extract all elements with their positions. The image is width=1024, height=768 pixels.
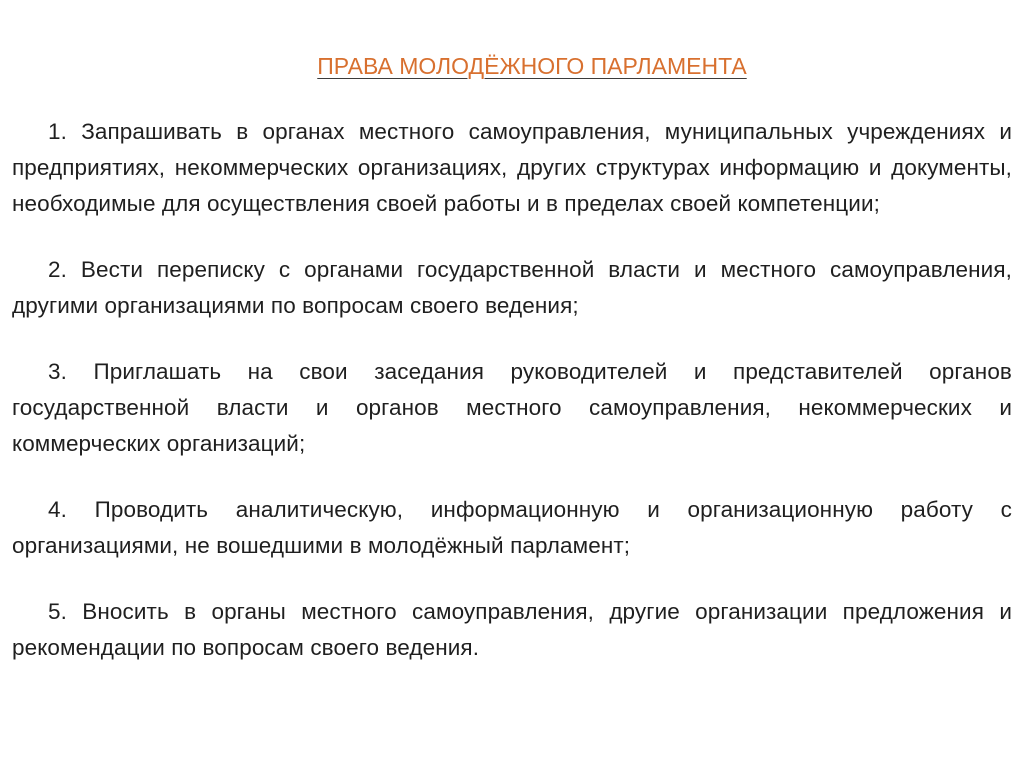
rights-item-4: 4. Проводить аналитическую, информационную и организационную работу с организациями, не вошедшими в молодёжный парламент; [12,497,1012,558]
rights-list [12,114,1012,666]
rights-item-3: 3. Приглашать на свои заседания руководителей и представителей органов государственной власти и органов местного самоуправления, некоммерческих и коммерческих организаций; [12,359,1012,456]
rights-item-1: 1. Запрашивать в органах местного самоуправления, муниципальных учреждениях и предприятиях, некоммерческих организациях, других структурах информацию и документы, необходимые для осуществления своей работы и в пределах своей компетенции; [12,119,1012,216]
rights-item-2: 2. Вести переписку с органами государственной власти и местного самоуправления, другими организациями по вопросам своего ведения; [12,257,1012,318]
rights-item-5: 5. Вносить в органы местного самоуправления, другие организации предложения и рекомендации по вопросам своего ведения. [12,599,1012,660]
slide-title: ПРАВА МОЛОДЁЖНОГО ПАРЛАМЕНТА [317,53,747,79]
